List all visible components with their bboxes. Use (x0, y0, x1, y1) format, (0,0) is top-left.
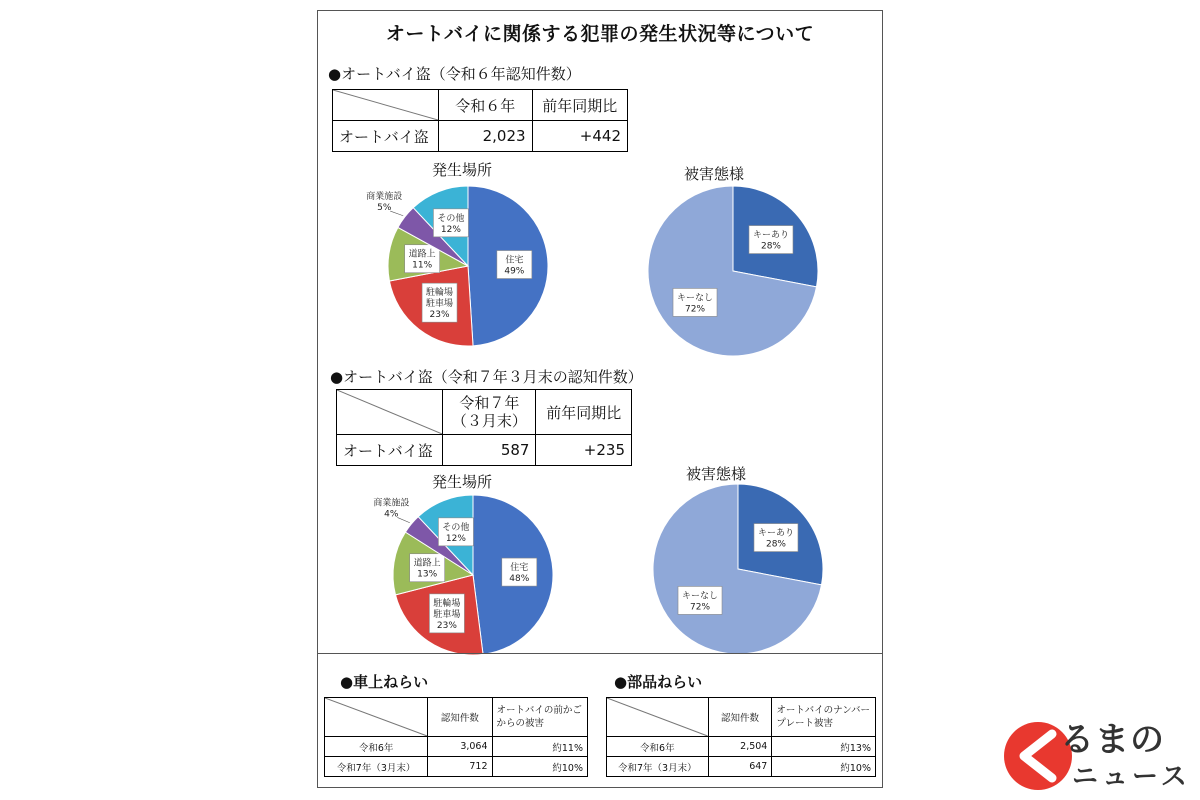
logo-text-line2: ニュース (1072, 762, 1191, 792)
pie-label-text: 駐輪場 (426, 288, 454, 299)
row-label: オートバイ盗 (333, 121, 439, 152)
leader-line (397, 517, 409, 522)
pie-label-text: 駐輪場 (433, 598, 461, 609)
table-corner-cell (325, 698, 428, 737)
pie-slice-label (373, 496, 410, 522)
pie-slice-label (749, 226, 793, 254)
pie-label-text: 商業施設 (373, 498, 410, 509)
chart1-title: 発生場所 (432, 161, 493, 179)
document-page (317, 10, 883, 788)
col-header-change: 前年同期比 (532, 90, 627, 121)
section2-table (336, 389, 632, 466)
section1-heading: ●オートバイ盗（令和６年認知件数） (328, 65, 581, 83)
pie-label-text: 住宅 (505, 255, 524, 266)
col-header-basket: オートバイの前かごからの被害 (492, 698, 587, 737)
change-cell: +442 (532, 121, 627, 152)
table-corner-cell (337, 390, 443, 435)
col-header-period (443, 390, 536, 435)
pie-label-text: 28% (765, 539, 786, 550)
pie-label-text: 駐車場 (426, 299, 454, 310)
section-divider (318, 653, 882, 654)
pie-slice-label (410, 554, 445, 582)
rate-cell: 約11% (492, 737, 587, 757)
pie-chart-damage-r7 (618, 479, 878, 654)
row-label: 令和6年 (607, 737, 709, 757)
pie-label-text: 12% (440, 224, 461, 235)
pie-label-text: キーなし (677, 293, 714, 304)
pie-label-text: 駐車場 (433, 609, 461, 620)
logo-text-line1 (1060, 712, 1165, 761)
row-label: 令和6年 (325, 737, 428, 757)
value-cell: 2,023 (439, 121, 533, 152)
pie-label-text: 道路上 (408, 249, 436, 260)
pie-slice-label (754, 524, 798, 552)
count-cell: 2,504 (708, 737, 772, 757)
pie-slice-label (502, 558, 537, 586)
pie-label-text: 5% (377, 203, 392, 214)
pie-label-text: 48% (509, 574, 530, 585)
pie-label-text: 4% (384, 509, 399, 520)
pie-label-text: 商業施設 (366, 192, 403, 203)
pie-label-text: 11% (412, 260, 433, 271)
parts-theft-heading: ●部品ねらい (614, 673, 703, 691)
pie-chart-location-r6 (318, 176, 598, 356)
document-title: オートバイに関係する犯罪の発生状況等について (385, 23, 815, 45)
pie-slice-label (366, 190, 403, 216)
change-cell: +235 (536, 435, 632, 466)
car-theft-heading: ●車上ねらい (340, 673, 429, 691)
pie-label-text: キーなし (682, 591, 719, 602)
pie-label-text: 28% (760, 241, 781, 252)
value-cell: 587 (443, 435, 536, 466)
pie-slice-label (429, 594, 464, 633)
col-header-range: （３月末） (451, 412, 527, 430)
pie-label-text: 住宅 (510, 563, 529, 574)
count-cell: 3,064 (428, 737, 492, 757)
pie-slice-label (433, 209, 468, 237)
pie-label-text: 13% (417, 569, 438, 580)
chart3-title: 発生場所 (432, 473, 493, 491)
logo-text-kuruma: るまの (1060, 720, 1165, 760)
col-header-change: 前年同期比 (536, 390, 632, 435)
rate-cell: 約10% (772, 757, 876, 777)
col-header-plate: オートバイのナンバープレート被害 (772, 698, 876, 737)
chart4-title: 被害態様 (686, 465, 747, 483)
pie-chart-location-r7 (318, 487, 598, 662)
leader-line (390, 211, 403, 216)
col-header-year: 令和７年 (459, 394, 520, 412)
row-label: 令和7年（3月末） (325, 757, 428, 777)
pie-label-text: 12% (445, 533, 466, 544)
pie-label-text: 23% (429, 310, 450, 321)
pie-label-text: 23% (436, 620, 457, 631)
pie-slice-label (678, 586, 722, 614)
table-corner-cell (607, 698, 709, 737)
section2-heading: ●オートバイ盗（令和７年３月末の認知件数） (330, 368, 643, 386)
section1-table (332, 89, 628, 152)
col-header-count: 認知件数 (708, 698, 772, 737)
pie-label-text: 72% (690, 602, 711, 613)
pie-label-text: キーあり (752, 230, 789, 241)
car-theft-table (324, 697, 588, 777)
pie-label-text: 道路上 (413, 558, 441, 569)
rate-cell: 約10% (492, 757, 587, 777)
col-header-count: 認知件数 (428, 698, 492, 737)
count-cell: 712 (428, 757, 492, 777)
pie-slice-label (405, 245, 440, 273)
pie-slice-label (438, 518, 473, 546)
pie-label-text: 49% (504, 266, 525, 277)
pie-label-text: その他 (442, 522, 470, 533)
pie-slice-label (422, 283, 457, 322)
count-cell: 647 (708, 757, 772, 777)
row-label: 令和7年（3月末） (607, 757, 709, 777)
chart2-title: 被害態様 (684, 165, 745, 183)
pie-label-text: キーあり (757, 528, 794, 539)
parts-theft-table (606, 697, 876, 777)
pie-chart-damage-r6 (618, 176, 878, 361)
table-corner-cell (333, 90, 439, 121)
rate-cell: 約13% (772, 737, 876, 757)
pie-slice-label (673, 288, 717, 316)
row-label: オートバイ盗 (337, 435, 443, 466)
pie-label-text: 72% (685, 304, 706, 315)
pie-slice-label (497, 251, 532, 279)
col-header-year: 令和６年 (439, 90, 533, 121)
pie-label-text: その他 (437, 213, 465, 224)
